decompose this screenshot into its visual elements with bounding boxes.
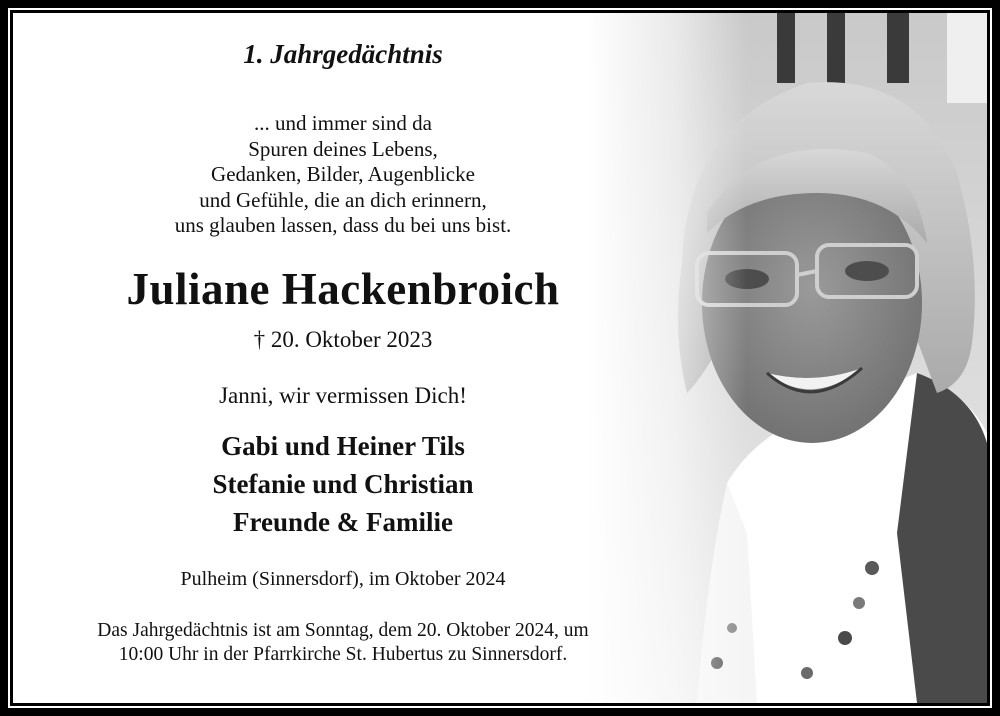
notice-text-column	[13, 13, 673, 703]
service-info	[13, 619, 673, 667]
poem-line: und Gefühle, die an dich erinnern,	[199, 187, 487, 212]
mourner-entry: Stefanie und Christian	[212, 469, 474, 499]
poem-line: ... und immer sind da	[254, 111, 432, 135]
personal-message: Janni, wir vermissen Dich!	[219, 383, 467, 408]
deceased-name: Juliane Hackenbroich	[126, 264, 560, 314]
death-date: † 20. Oktober 2023	[253, 327, 433, 352]
obituary-notice	[13, 13, 987, 703]
poem-line: Gedanken, Bilder, Augenblicke	[211, 162, 475, 186]
poem-line: Spuren deines Lebens,	[248, 136, 438, 161]
frame-inner-border	[8, 8, 992, 708]
memorial-poem	[13, 111, 673, 239]
service-info-line: Das Jahrgedächtnis ist am Sonntag, dem 20. Oktober 2024, um	[97, 620, 589, 641]
mourners-list	[13, 427, 673, 541]
place-and-date: Pulheim (Sinnersdorf), im Oktober 2024	[180, 568, 506, 590]
anniversary-title: 1. Jahrgedächtnis	[243, 39, 443, 69]
service-info-line: 10:00 Uhr in der Pfarrkirche St. Hubertus zu Sinnersdorf.	[118, 644, 568, 665]
poem-line: uns glauben lassen, dass du bei uns bist.	[174, 213, 512, 237]
mourner-entry: Freunde & Familie	[233, 507, 453, 537]
mourner-entry: Gabi und Heiner Tils	[221, 431, 465, 461]
